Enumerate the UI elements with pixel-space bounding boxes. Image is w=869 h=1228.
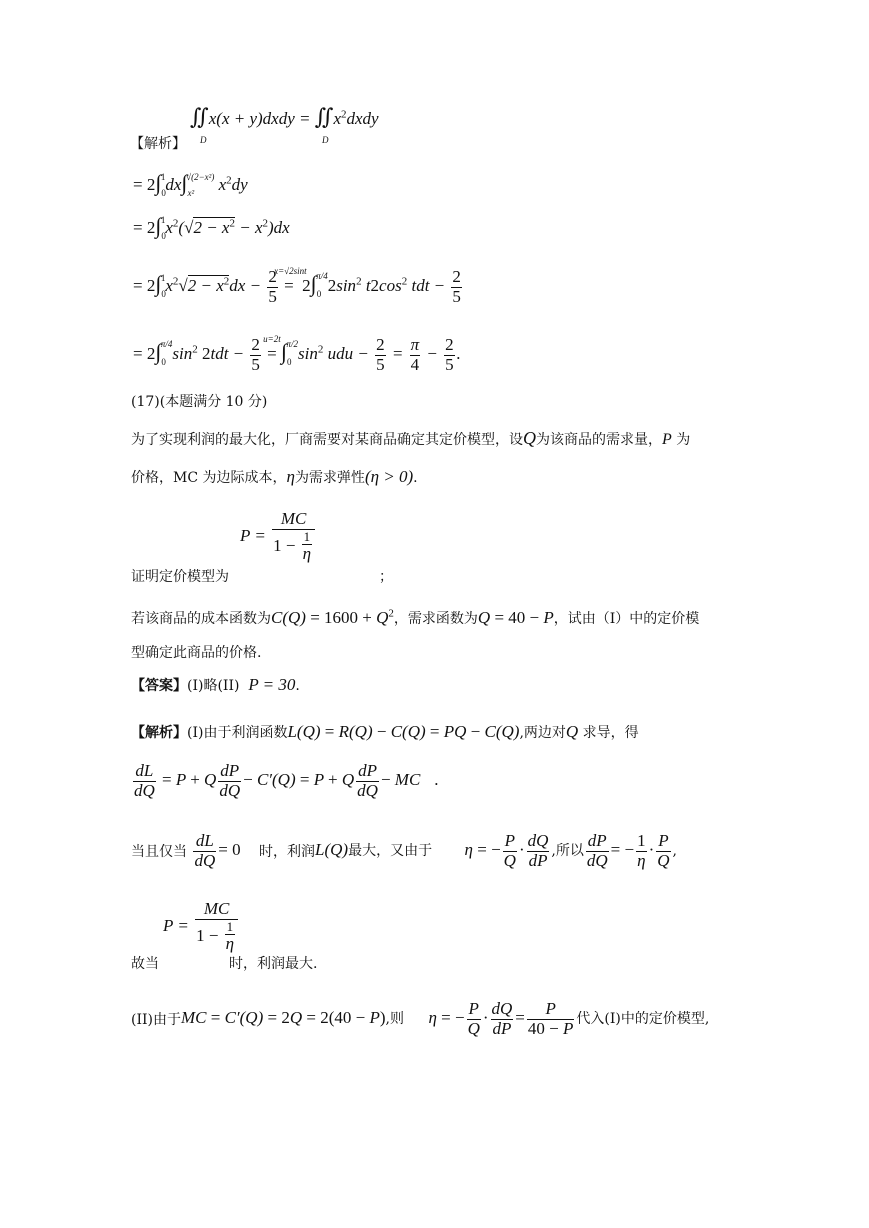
pricing-model-formula-2: P = MC 1 − 1 η	[163, 900, 240, 954]
problem-statement-line-1: 为了实现利润的最大化，厂商需要对某商品确定其定价模型，设Q为该商品的需求量，P 为	[131, 428, 691, 448]
equation-line-2: = $2\int_0^1x^2(√2 - x^2 - x^2)dx$	[133, 213, 290, 241]
equation-line-1: = $2\int_0^1dx\int_{x^2}^{√(2-x^2)}$ $x^2dy$	[133, 170, 248, 198]
analysis-label: 【解析】	[130, 136, 186, 152]
derivative-equation: $\frac{dL}{dQ}$ = P + Q $\frac{dP}{dQ}$ − C′(Q) = P + Q $\frac{dP}{dQ}$ − MC .	[134, 761, 439, 800]
answer-line: 【答案】(I)略(II) P = 30.	[131, 675, 300, 694]
problem-17-header: (17)(本题满分 10 分)	[131, 394, 268, 410]
double-integral-equation: ∬x(x + y)dxdy = $∬x^2dxdy$	[190, 104, 379, 129]
region-d-label: D	[200, 135, 207, 145]
conclusion-line: 故当 时，利润最大.	[131, 956, 318, 972]
prove-statement: 证明定价模型为 ；	[131, 569, 393, 585]
problem-statement-line-2: 价格，MC 为边际成本，η为需求弹性(η > 0).	[131, 467, 418, 486]
region-d-label-2: D	[322, 135, 329, 145]
cost-function-line-2: 型确定此商品的价格.	[131, 645, 262, 661]
equation-line-3: = $2\int_0^1x^2√2 - x^2dx$ − $\frac{2}{5}$ = x=√2sint $2\int_0^{\pi/4}2\sin^2$ $t2\cos^2$ tdt − $\frac{2}{5}$	[133, 266, 461, 306]
part-ii-line: (II)由于MC = C′(Q) = 2Q = 2(40 − P),则 η = − $\frac{P}{Q}$ · $\frac{dQ}{dP}$ = $\frac{P}{40 - P}$ 代入(I)中的定价模型,	[131, 999, 710, 1038]
solution-17-line-1: 【解析】(I)由于利润函数L(Q) = R(Q) − C(Q) = PQ − C(Q),两边对Q 求导，得	[131, 722, 639, 741]
equation-line-4: = $2\int_0^{\pi/4}\sin^2$ 2tdt − $\frac{2}{5}$ = u=2t $\int_0^{\pi/2}\sin^2$ udu − $\frac{2}{5}$ = $\frac{\pi}{4}$ − $\frac{2}{5}$ .	[133, 334, 461, 374]
condition-line: 当且仅当 $\frac{dL}{dQ}$ = 0 时，利润L(Q)最大，又由于 η = − $\frac{P}{Q}$ · $\frac{dQ}{dP}$ ,所以 $\frac{dP}{dQ}$ = − $\frac{1}{\eta}$ · $\frac{P}{Q}$ ,	[131, 831, 677, 870]
pricing-model-formula: P = MC 1 − 1 η	[240, 510, 317, 564]
cost-function-line: 若该商品的成本函数为$C(Q) = 1600 + Q^2$，需求函数为Q = 40 − P，试由（I）中的定价模	[131, 607, 700, 627]
